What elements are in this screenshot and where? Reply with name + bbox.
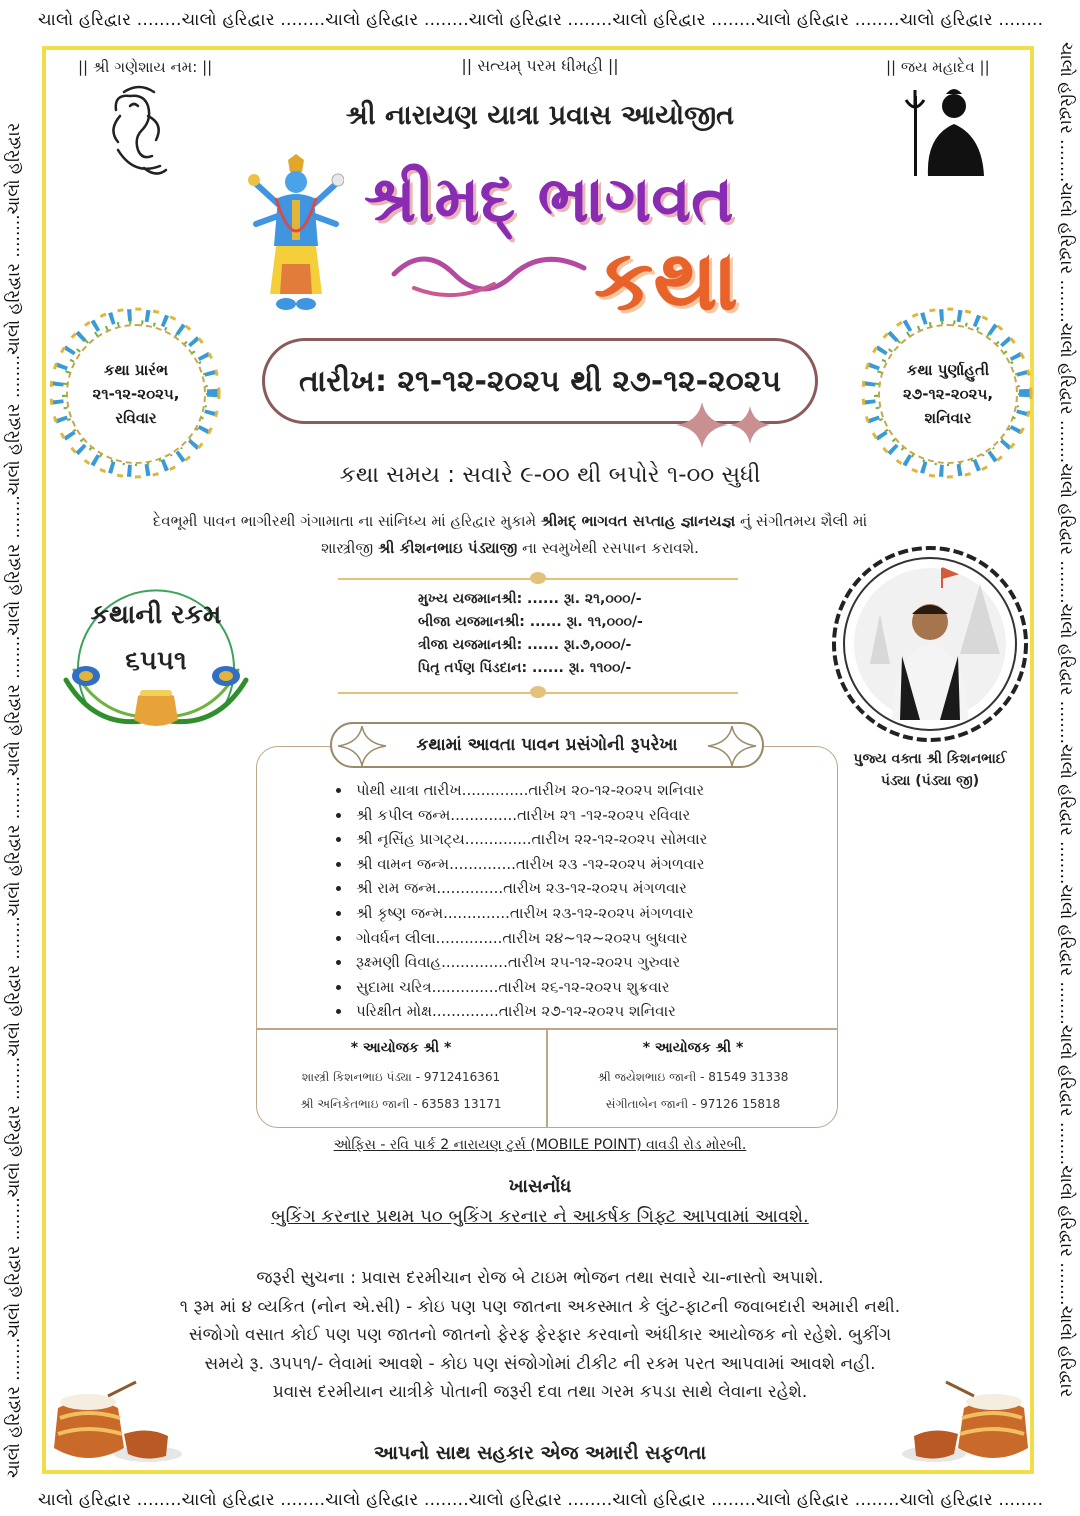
center-invocation: || સત્યમ્ પરમ ધીમહી || [461, 56, 619, 75]
intro-paragraph [80, 508, 940, 562]
ganesh-icon [104, 80, 174, 180]
note-line: ૧ રૂમ માં ૪ વ્યકિત (નોન એ.સી) - કોઇ પણ પણ જાતના અકસ્માત કે લુંટ-ફાટની જવાબદારી અમારી નથી. [179, 1296, 901, 1317]
start-label: કથા પ્રારંભ [103, 361, 169, 379]
speaker-name-line1: પુજ્ય વક્તા શ્રી કિશનભાઈ [853, 751, 1007, 767]
organizer-right [548, 1040, 838, 1112]
title-flourish [384, 244, 604, 304]
katha-amount-value: ૬૫૫૧ [125, 646, 187, 676]
yajman-item: ત્રીજા યજમાનશ્રી: ...... રૂા.૭,૦૦૦/- [418, 637, 632, 653]
start-day: રવિવાર [115, 409, 157, 427]
yajman-item: મુખ્ય યજમાનશ્રી: ...... રૂા. ૨૧,૦૦૦/- [418, 591, 642, 607]
sparkle-icon [338, 726, 386, 766]
katha-end-circle [878, 324, 1018, 464]
list-item: • સુદામા ચરિત્ર..............તારીખ ૨૬-૧૨-૨૦૨૫ શુક્રવાર [352, 975, 707, 1000]
border-left-text: ચાલો હરિદ્વાર ........ચાલો હરિદ્વાર ........ચાલો હરિદ્વાર ........ચાલો હરિદ્વાર ........ચાલો હરિદ્વાર ........ચાલો હરિદ્વાર ........ચાલો હરિદ્વાર ........ચાલો હરિદ્વાર ........ચાલો હરિદ્વાર ........ચાલો હરિદ્વાર [4, 122, 24, 1478]
organizer-left [256, 1040, 546, 1112]
speaker-portrait-frame [830, 544, 1030, 744]
shiva-icon [898, 86, 990, 178]
yajman-item: પિતૃ તર્પણ પિંડદાન: ...... રૂા. ૧૧૦૦/- [418, 660, 632, 676]
end-day: શનિવાર [924, 409, 972, 427]
matki-pot-icon [898, 1378, 1034, 1468]
title-katha: કથા [594, 231, 739, 329]
footer-slogan: આપનો સાથ સહકાર એજ અમારી સફળતા [373, 1442, 707, 1464]
list-item: • શ્રી વામન જન્મ..............તારીખ ૨૩ -૧૨-૨૦૨૫ મંગળવાર [352, 852, 707, 877]
matki-pot-icon [48, 1378, 188, 1468]
title-block [364, 158, 824, 338]
list-item: • પરિક્ષીત મોક્ષ..............તારીખ ૨૭-૧૨-૨૦૨૫ શનિવાર [352, 999, 707, 1024]
special-note-text: બુકિંગ કરનાર પ્રથમ ૫૦ બુકિંગ કરનાર ને આકર્ષક ગિફ્ટ આપવામાં આવશે. [271, 1206, 809, 1227]
organizer-right-2: સંગીતાબેન જાની - 97126 15818 [605, 1097, 781, 1111]
yajman-item: બીજા યજમાનશ્રી: ...... રૂા. ૧૧,૦૦૦/- [418, 614, 643, 630]
border-bottom-text: ચાલો હરિદ્વાર ........ચાલો હરિદ્વાર ........ચાલો હરિદ્વાર ........ચાલો હરિદ્વાર ........ચાલો હરિદ્વાર ........ચાલો હરિદ્વાર ........ચાલો હરિદ્વાર ........ [38, 1490, 1044, 1510]
note-line: સમયે રૂ. ૩૫૫૧/- લેવામાં આવશે - કોઇ પણ સંજોગોમાં ટીકીટ ની રકમ પરત આપવામાં આવશે નહી. [204, 1353, 876, 1374]
list-item: • શ્રી કપીલ જન્મ..............તારીખ ૨૧ -૧૨-૨૦૨૫ રવિવાર [352, 803, 707, 828]
events-title: કથામાં આવતા પાવન પ્રસંગોની રૂપરેખા [330, 722, 764, 768]
sparkle-icon [672, 402, 782, 448]
intro-text-1c: નું સંગીતમય શૈલી માં [735, 512, 868, 530]
special-note-title: ખાસનોંધ [508, 1176, 572, 1197]
list-item: • રૂક્ષ્મણી વિવાહ..............તારીખ ૨૫-૧૨-૨૦૨૫ ગુરુવાર [352, 950, 707, 975]
organizer-left-title: * આયોજક શ્રી * [350, 1040, 452, 1056]
date-range: તારીખ: ૨૧-૧૨-૨૦૨૫ થી ૨૭-૧૨-૨૦૨૫ [262, 338, 818, 424]
list-item: • શ્રી રામ જન્મ..............તારીખ ૨૩-૧૨-૨૦૨૫ મંગળવાર [352, 876, 707, 901]
note-line: જરૂરી સુચના : પ્રવાસ દરમીચાન રોજ બે ટાઇમ ભોજન તથા સવારે ચા-નાસ્તો અપાશે. [256, 1268, 824, 1288]
divider-ornament-bottom [530, 686, 546, 698]
list-item: • શ્રી નૃસિંહ પ્રાગટ્ય..............તારીખ ૨૨-૧૨-૨૦૨૫ સોમવાર [352, 827, 707, 852]
katha-timing: કથા સમય : સવારે ૯-૦૦ થી બપોરે ૧-૦૦ સુધી [339, 462, 761, 488]
intro-text-1b: શ્રીમદ્ ભાગવત સપ્તાહ જ્ઞાનયજ્ઞ [540, 512, 736, 530]
katha-amount-label: કથાની રકમ [90, 600, 222, 630]
organizer-right-title: * આયોજક શ્રી * [642, 1040, 744, 1056]
divider-ornament-top [530, 572, 546, 584]
list-item: • ગોવર્ધન લીલા..............તારીખ ૨૪~૧૨~૨૦૨૫ બુધવાર [352, 926, 707, 951]
mahadev-invocation: || જય મહાદેવ || [886, 58, 990, 76]
intro-text-2a: શાસ્ત્રીજી [321, 539, 378, 557]
note-line: સંજોગો વસાત કોઈ પણ પણ જાતનો જાતનો ફેરફ ફેરફાર કરવાનો અંધીકાર આયોજક નો રહેશે. બુકીંગ [188, 1325, 892, 1345]
ganesh-invocation: || શ્રી ગણેશાય નમ: || [78, 58, 213, 76]
sparkle-icon [708, 726, 756, 766]
office-address: ઓફિસ - રવિ પાર્ક 2 નારાયણ ટુર્સ (MOBILE POINT) વાવડી રોડ મોરબી. [333, 1137, 747, 1153]
border-right-text: ચાલો હરિદ્વાર ........ચાલો હરિદ્વાર ........ચાલો હરિદ્વાર ........ચાલો હરિદ્વાર ........ચાલો હરિદ્વાર ........ચાલો હરિદ્વાર ........ચાલો હરિદ્વાર ........ચાલો હરિદ્વાર ........ચાલો હરિદ્વાર ........ચાલો હરિદ્વાર [1056, 42, 1076, 1398]
speaker-name-line2: પંડ્યા (પંડ્યા જી) [880, 773, 980, 789]
organizer-right-1: શ્રી જયેશભાઇ જાની - 81549 31338 [597, 1070, 789, 1084]
organizer-left-1: શાસ્ત્રી કિશનભાઇ પંડ્યા - 9712416361 [301, 1070, 501, 1084]
title-shrimad-bhagvat: શ્રીમદ્ ભાગવત [364, 163, 734, 237]
intro-text-2b: શ્રી કીશનભાઇ પંડ્યાજી [377, 539, 518, 557]
vishnu-icon [248, 154, 344, 316]
border-top-text: ચાલો હરિદ્વાર ........ચાલો હરિદ્વાર ........ચાલો હરિદ્વાર ........ચાલો હરિદ્વાર ........ચાલો હરિદ્વાર ........ચાલો હરિદ્વાર ........ચાલો હરિદ્વાર ........ [38, 10, 1044, 30]
end-date: ૨૭-૧૨-૨૦૨૫, [902, 385, 994, 403]
organizer-line: શ્રી નારાયણ યાત્રા પ્રવાસ આયોજીત [345, 100, 735, 131]
events-list [330, 778, 707, 1024]
speaker-name [840, 748, 1020, 792]
list-item: • શ્રી કૃષ્ણ જન્મ..............તારીખ ૨૩-૧૨-૨૦૨૫ મંગળવાર [352, 901, 707, 926]
end-label: કથા પુર્ણાહુતી [906, 361, 990, 379]
list-item: • પોથી યાત્રા તારીખ..............તારીખ ૨૦-૧૨-૨૦૨૫ શનિવાર [352, 778, 707, 803]
organizer-left-2: શ્રી અનિકેતભાઇ જાની - 63583 13171 [300, 1097, 502, 1111]
note-line: પ્રવાસ દરમીયાન યાત્રીકે પોતાની જરૂરી દવા તથા ગરમ કપડા સાથે લેવાના રહેશે. [272, 1382, 808, 1402]
start-date: ૨૧-૧૨-૨૦૨૫, [92, 385, 180, 403]
yajman-list [418, 588, 738, 680]
intro-text-1a: દેવભૂમી પાવન ભાગીરથી ગંગામાતા ના સાંનિધ્ય માં હરિદ્વાર મુકામે [152, 512, 541, 530]
katha-start-circle [66, 324, 206, 464]
notes-block [110, 1264, 970, 1407]
intro-text-2c: ના સ્વમુખેથી રસપાન કરાવશે. [517, 539, 699, 557]
